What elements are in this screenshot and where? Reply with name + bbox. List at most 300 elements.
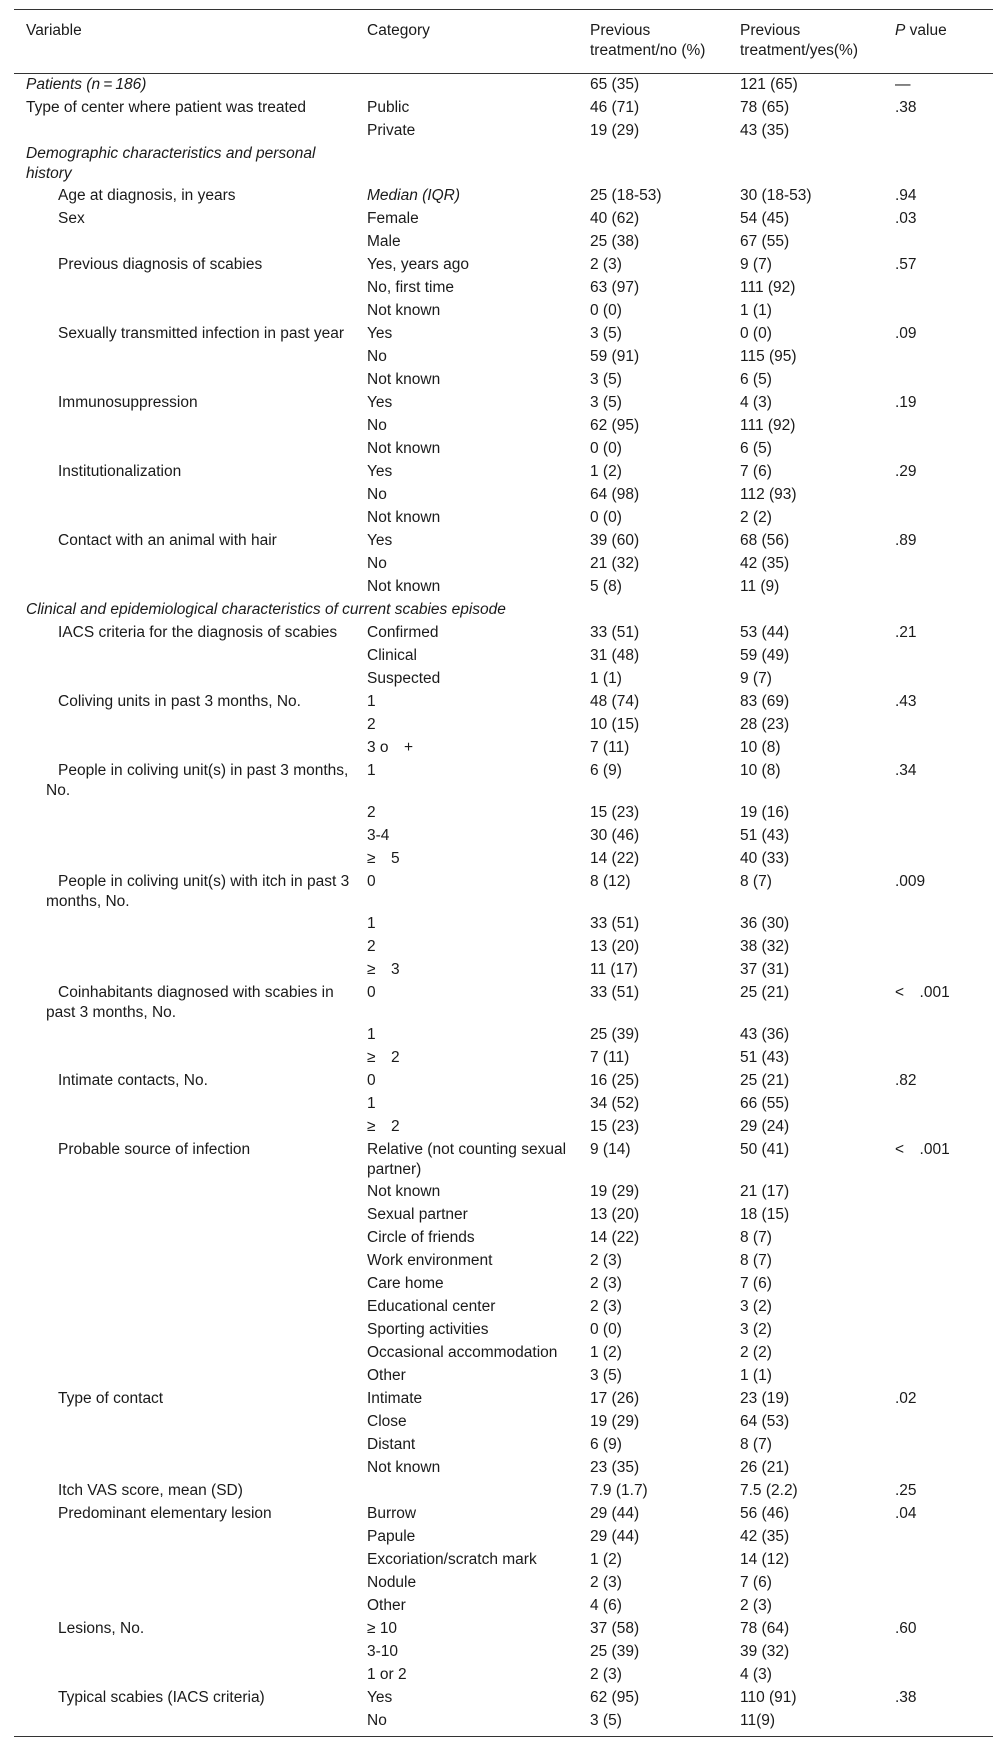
cell-variable xyxy=(14,1411,355,1434)
cell-category: 2 xyxy=(367,716,376,733)
cell-variable xyxy=(14,737,355,760)
cell-treatment-no: 2 (3) xyxy=(590,256,622,273)
cell-variable: Coinhabitants diagnosed with scabies in past 3 months, No. xyxy=(46,984,334,1021)
cell-treatment-no: 3 (5) xyxy=(590,1367,622,1384)
cell-p-value xyxy=(883,1342,993,1365)
cell-treatment-yes: 68 (56) xyxy=(740,532,790,549)
cell-category: Educational center xyxy=(367,1298,496,1315)
cell-treatment-yes: 19 (16) xyxy=(740,804,790,821)
cell-treatment-no: 34 (52) xyxy=(590,1095,640,1112)
cell-treatment-yes: 8 (7) xyxy=(740,1436,772,1453)
cell-treatment-no: 7.9 (1.7) xyxy=(590,1482,648,1499)
table-row xyxy=(14,913,993,936)
cell-treatment-no: 1 (1) xyxy=(590,670,622,687)
cell-treatment-yes: 6 (5) xyxy=(740,371,772,388)
table-row xyxy=(14,1503,993,1526)
table-row xyxy=(14,737,993,760)
cell-treatment-no: 2 (3) xyxy=(590,1252,622,1269)
table-row xyxy=(14,1411,993,1434)
cell-treatment-no: 1 (2) xyxy=(590,1551,622,1568)
cell-variable: Previous diagnosis of scabies xyxy=(58,256,263,273)
table-row xyxy=(14,1480,993,1503)
cell-category: Occasional accommodation xyxy=(367,1344,558,1361)
cell-treatment-no: 15 (23) xyxy=(590,1118,640,1135)
table-row xyxy=(14,1116,993,1139)
cell-category: No xyxy=(367,348,387,365)
cell-p-value xyxy=(883,1365,993,1388)
cell-category: ≥ 2 xyxy=(367,1118,400,1135)
cell-treatment-yes: 83 (69) xyxy=(740,693,790,710)
cell-treatment-yes: 18 (15) xyxy=(740,1206,790,1223)
cell-p-value: .29 xyxy=(895,463,917,480)
cell-treatment-yes: 54 (45) xyxy=(740,210,790,227)
cell-category: Distant xyxy=(367,1436,416,1453)
cell-treatment-yes: 25 (21) xyxy=(740,984,790,1001)
cell-category: Not known xyxy=(367,1183,441,1200)
cell-treatment-no: 33 (51) xyxy=(590,984,640,1001)
cell-treatment-no: 25 (18-53) xyxy=(590,187,662,204)
cell-variable xyxy=(14,1047,355,1070)
header-p-rest: value xyxy=(909,22,947,39)
cell-variable: Coliving units in past 3 months, No. xyxy=(58,693,301,710)
cell-treatment-yes: 8 (7) xyxy=(740,1229,772,1246)
cell-p-value xyxy=(883,1227,993,1250)
cell-category: ≥ 2 xyxy=(367,1049,400,1066)
cell-treatment-no: 16 (25) xyxy=(590,1072,640,1089)
cell-variable xyxy=(14,1116,355,1139)
table-row xyxy=(14,1047,993,1070)
table-row xyxy=(14,1319,993,1342)
cell-category: 2 xyxy=(367,804,376,821)
cell-treatment-yes: 121 (65) xyxy=(740,76,798,93)
cell-p-value xyxy=(883,1434,993,1457)
cell-category: Suspected xyxy=(367,670,441,687)
cell-variable xyxy=(14,1595,355,1618)
header-category: Category xyxy=(355,10,578,74)
cell-variable xyxy=(14,1365,355,1388)
cell-treatment-yes: 14 (12) xyxy=(740,1551,790,1568)
cell-treatment-no: 0 (0) xyxy=(590,302,622,319)
cell-treatment-yes: 42 (35) xyxy=(740,555,790,572)
cell-variable xyxy=(14,825,355,848)
cell-treatment-no: 1 (2) xyxy=(590,463,622,480)
cell-category xyxy=(355,143,578,185)
cell-treatment-yes: 10 (8) xyxy=(740,739,781,756)
cell-treatment-no: 3 (5) xyxy=(590,325,622,342)
cell-treatment-yes: 115 (95) xyxy=(740,348,797,365)
cell-p-value: .57 xyxy=(895,256,917,273)
cell-category: Papule xyxy=(367,1528,416,1545)
cell-treatment-no: 5 (8) xyxy=(590,578,622,595)
table-row xyxy=(14,1296,993,1319)
table-row xyxy=(14,530,993,553)
cell-variable: Sexually transmitted infection in past year xyxy=(58,325,345,342)
cell-treatment-no: 62 (95) xyxy=(590,417,640,434)
cell-p-value xyxy=(883,1549,993,1572)
table-row xyxy=(14,1181,993,1204)
cell-category: Median (IQR) xyxy=(367,187,461,204)
table-row xyxy=(14,553,993,576)
cell-variable xyxy=(14,1227,355,1250)
header-p-value xyxy=(883,10,993,74)
table-row xyxy=(14,231,993,254)
table-row xyxy=(14,1139,993,1181)
table-row xyxy=(14,802,993,825)
cell-category: No xyxy=(367,486,387,503)
cell-category: Nodule xyxy=(367,1574,417,1591)
table-row xyxy=(14,185,993,208)
table-row xyxy=(14,848,993,871)
cell-treatment-no: 7 (11) xyxy=(590,1049,630,1066)
cell-treatment-yes: 6 (5) xyxy=(740,440,772,457)
cell-variable: Sex xyxy=(58,210,85,227)
table-row xyxy=(14,143,993,185)
cell-p-value: .19 xyxy=(895,394,917,411)
table-row xyxy=(14,1070,993,1093)
cell-treatment-no: 11 (17) xyxy=(590,961,638,978)
cell-variable: Intimate contacts, No. xyxy=(58,1072,208,1089)
table-row xyxy=(14,74,993,98)
cell-treatment-no: 63 (97) xyxy=(590,279,640,296)
table-row xyxy=(14,691,993,714)
cell-category: No xyxy=(367,555,387,572)
cell-category: 1 xyxy=(367,1026,376,1043)
cell-category: Yes, years ago xyxy=(367,256,469,273)
cell-treatment-yes: 7.5 (2.2) xyxy=(740,1482,798,1499)
cell-category: 3-4 xyxy=(367,827,390,844)
cell-p-value xyxy=(883,1273,993,1296)
cell-treatment-yes: 59 (49) xyxy=(740,647,790,664)
cell-p-value xyxy=(883,1024,993,1047)
results-table xyxy=(14,9,993,1737)
cell-category: 1 xyxy=(367,762,376,779)
cell-p-value: .94 xyxy=(895,187,917,204)
header-previous-treatment-no: Previous treatment/no (%) xyxy=(578,10,728,74)
cell-p-value xyxy=(883,802,993,825)
cell-category: Yes xyxy=(367,532,393,549)
cell-category: Close xyxy=(367,1413,407,1430)
cell-treatment-no: 9 (14) xyxy=(590,1141,631,1158)
cell-variable: Predominant elementary lesion xyxy=(58,1505,272,1522)
cell-p-value xyxy=(883,1181,993,1204)
cell-treatment-yes: 4 (3) xyxy=(740,394,772,411)
cell-p-value xyxy=(883,553,993,576)
cell-category: No xyxy=(367,417,387,434)
cell-treatment-yes: 37 (31) xyxy=(740,961,790,978)
cell-variable xyxy=(14,1342,355,1365)
cell-p-value xyxy=(883,714,993,737)
cell-category: 0 xyxy=(367,1072,376,1089)
cell-variable xyxy=(14,1434,355,1457)
cell-category: Yes xyxy=(367,1689,393,1706)
cell-category: Yes xyxy=(367,325,393,342)
cell-treatment-no: 0 (0) xyxy=(590,1321,622,1338)
cell-treatment-yes: 30 (18-53) xyxy=(740,187,812,204)
cell-category: 3 o + xyxy=(367,739,414,756)
cell-variable xyxy=(14,369,355,392)
cell-treatment-yes: 23 (19) xyxy=(740,1390,790,1407)
cell-p-value xyxy=(883,1572,993,1595)
table-body xyxy=(14,74,993,1737)
cell-treatment-yes: 51 (43) xyxy=(740,1049,790,1066)
cell-p-value: .25 xyxy=(895,1482,917,1499)
cell-variable xyxy=(14,1181,355,1204)
cell-treatment-yes: 9 (7) xyxy=(740,256,772,273)
table-header-row xyxy=(14,10,993,74)
cell-treatment-no: 46 (71) xyxy=(590,99,640,116)
cell-p-value xyxy=(883,1116,993,1139)
cell-p-value xyxy=(883,300,993,323)
table-row xyxy=(14,645,993,668)
cell-p-value xyxy=(883,913,993,936)
cell-category: Relative (not counting sexual partner) xyxy=(367,1141,567,1178)
table-row xyxy=(14,1024,993,1047)
cell-treatment-no: 6 (9) xyxy=(590,1436,622,1453)
cell-variable xyxy=(14,120,355,143)
cell-p-value xyxy=(883,1526,993,1549)
table-row xyxy=(14,1227,993,1250)
cell-category: Other xyxy=(367,1597,406,1614)
cell-variable: Probable source of infection xyxy=(58,1141,251,1158)
cell-variable xyxy=(14,346,355,369)
cell-p-value xyxy=(883,668,993,691)
cell-p-value xyxy=(883,737,993,760)
cell-treatment-no: 3 (5) xyxy=(590,394,622,411)
cell-treatment-yes: 1 (1) xyxy=(740,302,772,319)
cell-variable xyxy=(14,1093,355,1116)
cell-treatment-yes: 64 (53) xyxy=(740,1413,790,1430)
cell-category xyxy=(355,1480,578,1503)
cell-variable: Lesions, No. xyxy=(58,1620,145,1637)
cell-p-value xyxy=(883,346,993,369)
cell-treatment-yes: 2 (2) xyxy=(740,509,772,526)
cell-p-value: — xyxy=(895,76,911,93)
cell-treatment-no: 65 (35) xyxy=(590,76,640,93)
cell-variable: Itch VAS score, mean (SD) xyxy=(58,1482,243,1499)
cell-variable xyxy=(14,1296,355,1319)
table-row xyxy=(14,1618,993,1641)
cell-category: 3-10 xyxy=(367,1643,399,1660)
cell-variable xyxy=(14,1549,355,1572)
cell-p-value xyxy=(883,231,993,254)
cell-category: Circle of friends xyxy=(367,1229,475,1246)
cell-treatment-no: 17 (26) xyxy=(590,1390,640,1407)
cell-treatment-no: 6 (9) xyxy=(590,762,622,779)
cell-p-value xyxy=(883,576,993,599)
cell-treatment-yes: 11 (9) xyxy=(740,578,780,595)
cell-variable xyxy=(14,484,355,507)
table-row xyxy=(14,1710,993,1737)
cell-variable: Institutionalization xyxy=(58,463,182,480)
cell-treatment-yes: 112 (93) xyxy=(740,486,797,503)
cell-variable: Type of center where patient was treated xyxy=(26,99,307,116)
cell-variable xyxy=(14,1024,355,1047)
cell-category: Excoriation/scratch mark xyxy=(367,1551,537,1568)
cell-category: Work environment xyxy=(367,1252,493,1269)
table-row xyxy=(14,1549,993,1572)
header-previous-treatment-yes: Previous treatment/yes(%) xyxy=(728,10,883,74)
cell-p-value xyxy=(883,143,993,185)
cell-treatment-no: 13 (20) xyxy=(590,938,640,955)
cell-treatment-yes: 11(9) xyxy=(728,1710,883,1737)
cell-treatment-yes: 43 (36) xyxy=(740,1026,790,1043)
cell-category: Care home xyxy=(367,1275,444,1292)
cell-category: ≥ 5 xyxy=(367,850,400,867)
cell-treatment-no: 1 (2) xyxy=(590,1344,622,1361)
cell-treatment-no: 14 (22) xyxy=(590,1229,640,1246)
cell-variable xyxy=(14,1273,355,1296)
cell-variable: Immunosuppression xyxy=(58,394,198,411)
cell-variable xyxy=(14,1319,355,1342)
table-row xyxy=(14,599,993,622)
cell-variable xyxy=(14,668,355,691)
cell-category xyxy=(355,74,578,98)
cell-p-value xyxy=(883,415,993,438)
cell-treatment-no: 15 (23) xyxy=(590,804,640,821)
table-row xyxy=(14,1093,993,1116)
cell-variable xyxy=(14,645,355,668)
cell-treatment-no: 2 (3) xyxy=(590,1298,622,1315)
cell-treatment-no: 8 (12) xyxy=(590,873,631,890)
cell-treatment-yes: 2 (3) xyxy=(740,1597,772,1614)
cell-category: Not known xyxy=(367,1459,441,1476)
cell-treatment-no: 23 (35) xyxy=(590,1459,640,1476)
cell-treatment-yes: 51 (43) xyxy=(740,827,790,844)
cell-variable: Demographic characteristics and personal history xyxy=(26,145,316,182)
table-row xyxy=(14,1273,993,1296)
cell-p-value xyxy=(883,1411,993,1434)
cell-category: ≥ 3 xyxy=(367,961,400,978)
table-row xyxy=(14,120,993,143)
cell-category: 1 xyxy=(367,1095,376,1112)
header-p-letter: P xyxy=(895,22,906,39)
cell-treatment-no xyxy=(578,143,728,185)
table-row xyxy=(14,1687,993,1710)
cell-variable xyxy=(14,959,355,982)
cell-treatment-no: 25 (38) xyxy=(590,233,640,250)
cell-variable xyxy=(14,553,355,576)
cell-variable: People in coliving unit(s) with itch in past 3 months, No. xyxy=(46,873,350,910)
cell-category: Yes xyxy=(367,394,393,411)
cell-treatment-no: 2 (3) xyxy=(590,1275,622,1292)
section-heading: Clinical and epidemiological characteristics of current scabies episode xyxy=(26,601,506,618)
cell-treatment-no: 40 (62) xyxy=(590,210,640,227)
cell-variable xyxy=(14,1204,355,1227)
table-row xyxy=(14,300,993,323)
cell-variable xyxy=(14,936,355,959)
cell-p-value xyxy=(883,959,993,982)
cell-treatment-yes: 1 (1) xyxy=(740,1367,772,1384)
cell-variable xyxy=(14,1572,355,1595)
cell-treatment-yes: 7 (6) xyxy=(740,1574,772,1591)
cell-treatment-no: 62 (95) xyxy=(590,1689,640,1706)
cell-p-value: .34 xyxy=(895,762,917,779)
cell-treatment-yes: 10 (8) xyxy=(740,762,781,779)
table-row xyxy=(14,97,993,120)
table-row xyxy=(14,622,993,645)
cell-category: No, first time xyxy=(367,279,454,296)
cell-category: Sporting activities xyxy=(367,1321,489,1338)
cell-variable: Type of contact xyxy=(58,1390,164,1407)
table-row xyxy=(14,1250,993,1273)
cell-variable xyxy=(14,848,355,871)
table-row xyxy=(14,323,993,346)
cell-variable xyxy=(14,1710,355,1737)
cell-p-value xyxy=(883,277,993,300)
cell-p-value xyxy=(883,936,993,959)
table-row xyxy=(14,346,993,369)
cell-variable xyxy=(14,802,355,825)
cell-p-value: .03 xyxy=(895,210,917,227)
cell-variable: Contact with an animal with hair xyxy=(58,532,277,549)
cell-p-value: .60 xyxy=(895,1620,917,1637)
cell-treatment-no: 59 (91) xyxy=(590,348,640,365)
cell-category: Yes xyxy=(367,463,393,480)
cell-variable: Age at diagnosis, in years xyxy=(58,187,236,204)
table-row xyxy=(14,1434,993,1457)
cell-treatment-yes: 111 (92) xyxy=(740,417,796,434)
cell-treatment-yes: 38 (32) xyxy=(740,938,790,955)
cell-treatment-yes: 28 (23) xyxy=(740,716,790,733)
cell-treatment-no: 33 (51) xyxy=(590,624,640,641)
cell-p-value xyxy=(883,1093,993,1116)
cell-category: Private xyxy=(367,122,416,139)
cell-treatment-no: 19 (29) xyxy=(590,1183,640,1200)
cell-treatment-no: 19 (29) xyxy=(590,122,640,139)
table-row xyxy=(14,1641,993,1664)
cell-category: Male xyxy=(367,233,401,250)
cell-treatment-no: 39 (60) xyxy=(590,532,640,549)
cell-treatment-no: 4 (6) xyxy=(590,1597,622,1614)
cell-variable xyxy=(14,576,355,599)
table-row xyxy=(14,392,993,415)
cell-treatment-yes: 40 (33) xyxy=(740,850,790,867)
table-row xyxy=(14,369,993,392)
cell-treatment-yes: 42 (35) xyxy=(740,1528,790,1545)
cell-treatment-yes: 4 (3) xyxy=(740,1666,772,1683)
cell-treatment-yes: 78 (64) xyxy=(740,1620,790,1637)
cell-category: Not known xyxy=(367,509,441,526)
table-row xyxy=(14,208,993,231)
cell-p-value xyxy=(883,484,993,507)
cell-variable xyxy=(14,1457,355,1480)
cell-treatment-yes: 43 (35) xyxy=(740,122,790,139)
cell-p-value xyxy=(883,438,993,461)
table-row xyxy=(14,714,993,737)
cell-treatment-no: 13 (20) xyxy=(590,1206,640,1223)
cell-variable xyxy=(14,231,355,254)
cell-category: Public xyxy=(367,99,410,116)
cell-category: Not known xyxy=(367,440,441,457)
cell-treatment-yes: 21 (17) xyxy=(740,1183,790,1200)
table-row xyxy=(14,1457,993,1480)
cell-treatment-yes: 3 (2) xyxy=(740,1321,772,1338)
cell-p-value xyxy=(883,1710,993,1737)
cell-p-value: < .001 xyxy=(895,1141,950,1158)
cell-p-value: .21 xyxy=(895,624,917,641)
cell-p-value xyxy=(883,369,993,392)
cell-category: Confirmed xyxy=(367,624,439,641)
cell-category: Burrow xyxy=(367,1505,417,1522)
table-row xyxy=(14,825,993,848)
cell-treatment-yes: 0 (0) xyxy=(740,325,772,342)
table-row xyxy=(14,982,993,1024)
cell-treatment-yes: 25 (21) xyxy=(740,1072,790,1089)
cell-variable xyxy=(14,1664,355,1687)
table-row xyxy=(14,1342,993,1365)
cell-category: 2 xyxy=(367,938,376,955)
cell-variable: Patients (n = 186) xyxy=(26,76,147,93)
